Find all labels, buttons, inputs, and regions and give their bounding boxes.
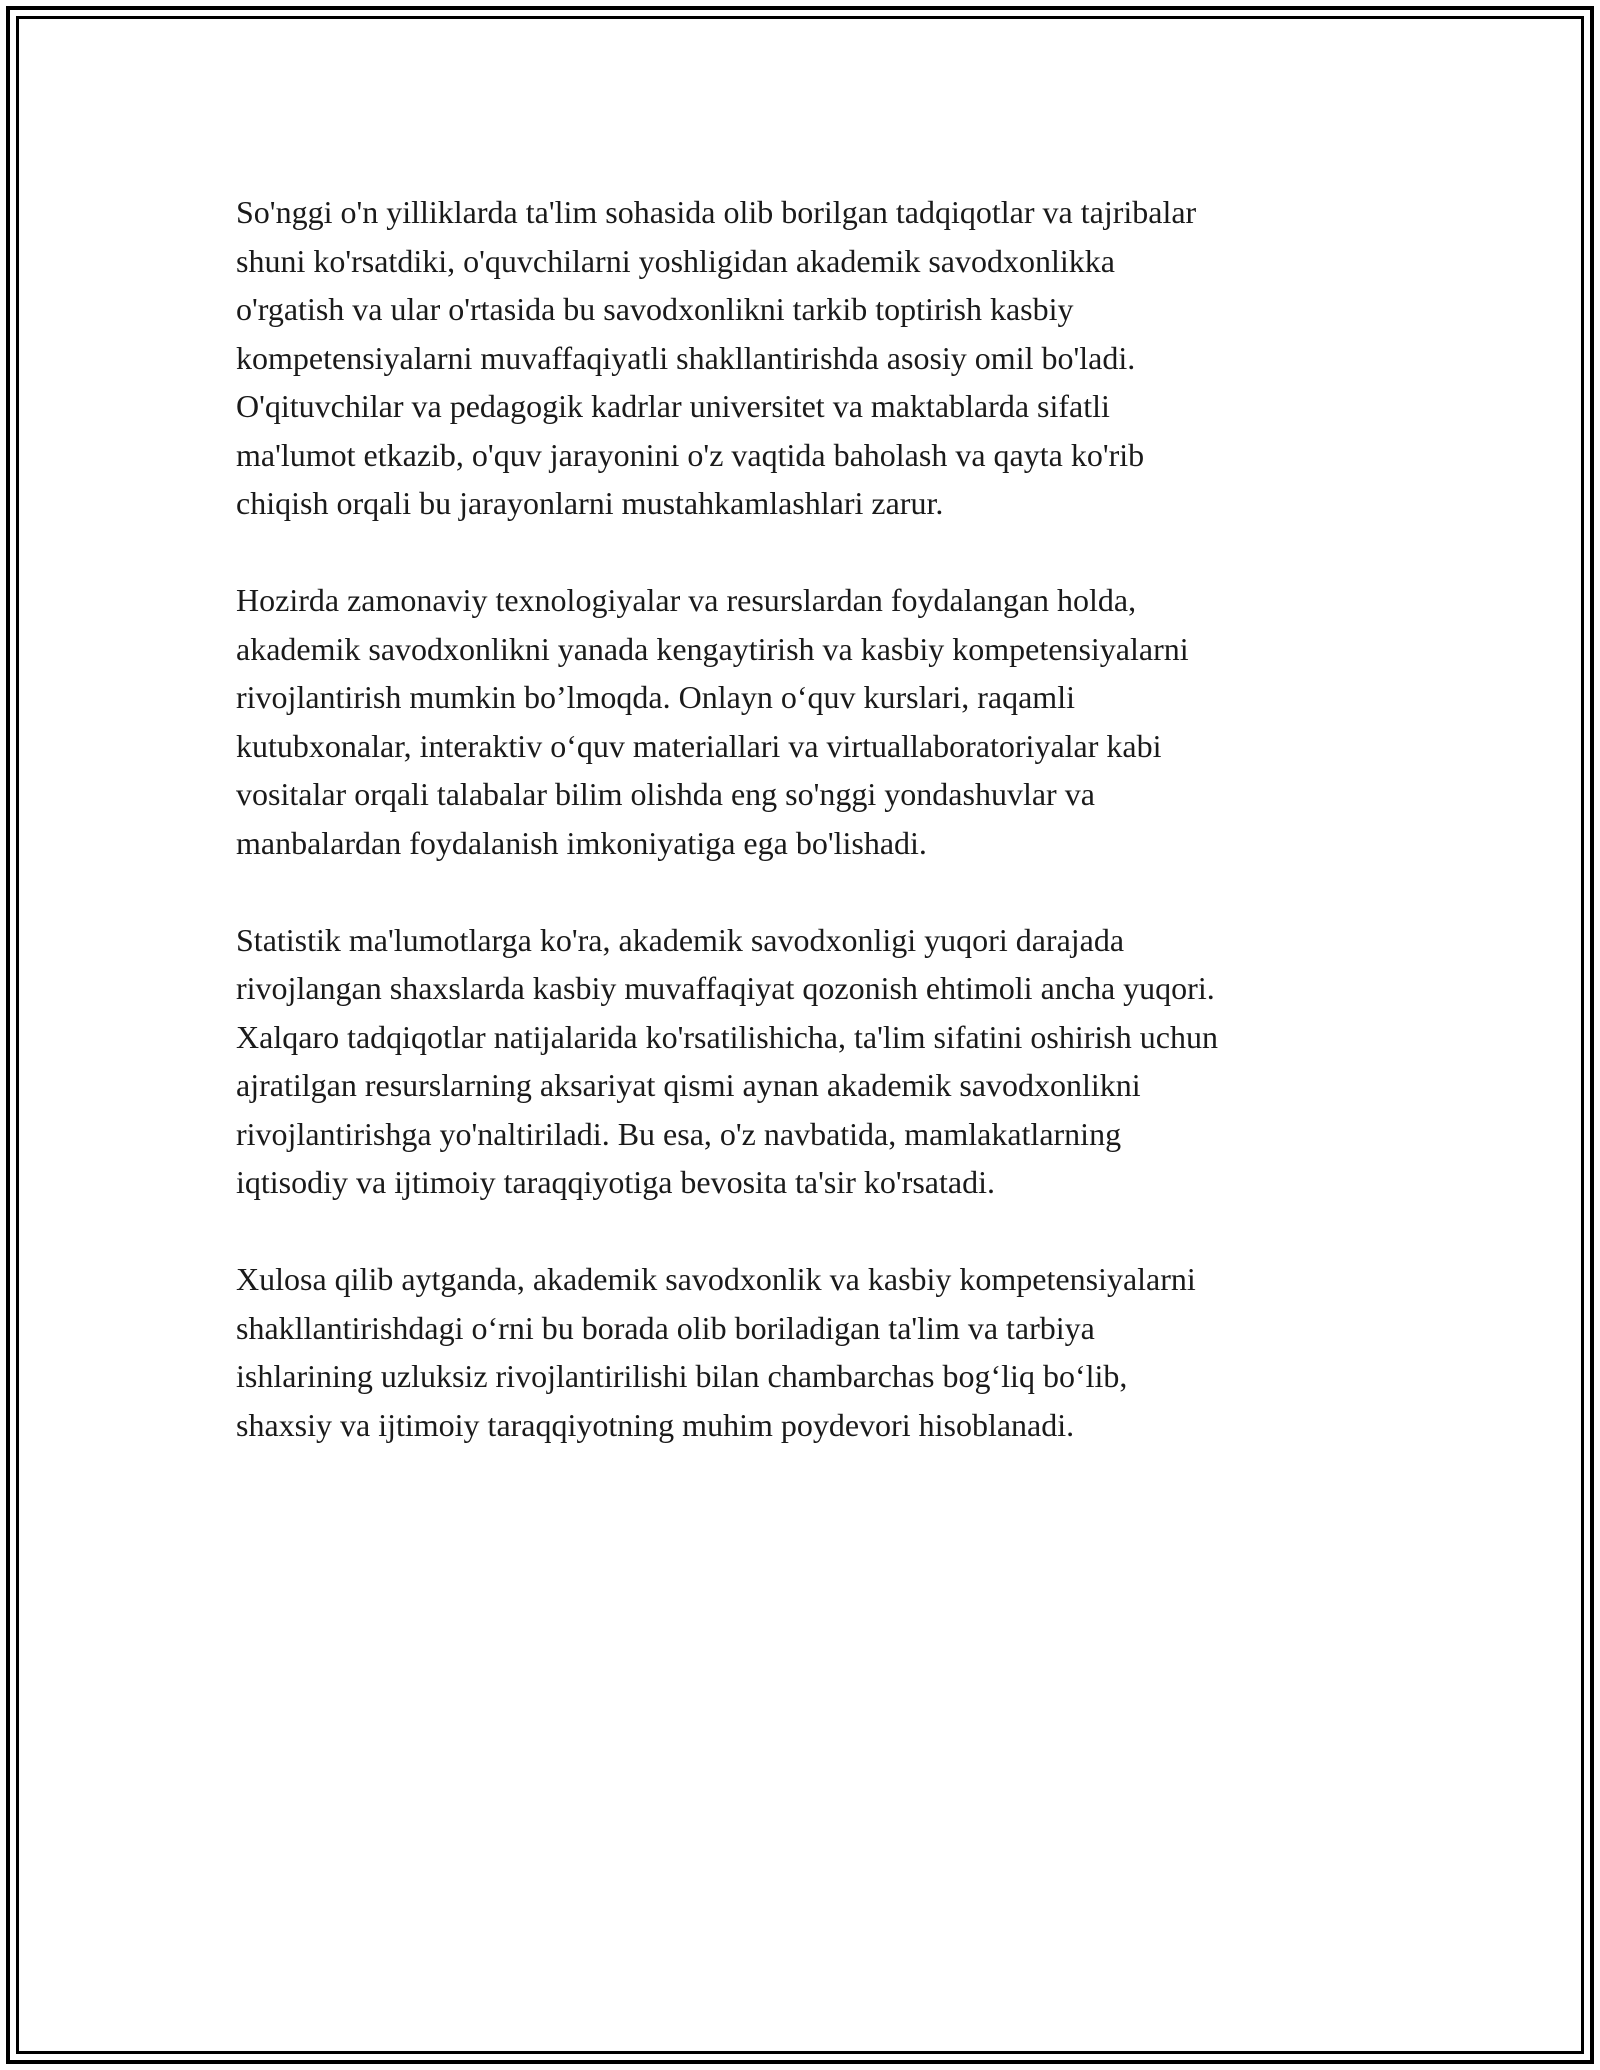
text-line: shakllantirishdagi o‘rni bu borada olib boriladigan ta'lim va tarbiya — [236, 1309, 1095, 1346]
text-line: akademik savodxonlikni yanada kengaytirish va kasbiy kompetensiyalarni — [236, 630, 1189, 667]
text-line: manbalardan foydalanish imkoniyatiga ega bo'lishadi. — [236, 824, 927, 861]
text-line: Xulosa qilib aytganda, akademik savodxonlik va kasbiy kompetensiyalarni — [236, 1261, 1196, 1297]
text-line: rivojlantirish mumkin bo’lmoqda. Onlayn o‘quv kurslari, raqamli — [236, 679, 1075, 715]
document-body — [236, 188, 1376, 1498]
text-line: shaxsiy va ijtimoiy taraqqiyotning muhim poydevori hisoblanadi. — [236, 1406, 1075, 1443]
text-line: kutubxonalar, interaktiv o‘quv materiallari va virtuallaboratoriyalar kabi — [236, 727, 1162, 764]
text-line: ma'lumot etkazib, o'quv jarayonini o'z vaqtida baholash va qayta ko'rib — [236, 436, 1145, 473]
paragraph — [236, 188, 1376, 528]
paragraph — [236, 576, 1376, 867]
text-line: kompetensiyalarni muvaffaqiyatli shakllantirishda asosiy omil bo'ladi. — [236, 339, 1136, 376]
text-line: Xalqaro tadqiqotlar natijalarida ko'rsatilishicha, ta'lim sifatini oshirish uchun — [236, 1018, 1218, 1055]
paragraph — [236, 1255, 1376, 1449]
text-line: O'qituvchilar va pedagogik kadrlar universitet va maktablarda sifatli — [236, 388, 1110, 424]
text-line: rivojlangan shaxslarda kasbiy muvaffaqiyat qozonish ehtimoli ancha yuqori. — [236, 970, 1215, 1006]
text-line: Hozirda zamonaviy texnologiyalar va resurslardan foydalangan holda, — [236, 582, 1137, 618]
text-line: rivojlantirishga yo'naltiriladi. Bu esa, o'z navbatida, mamlakatlarning — [236, 1115, 1122, 1152]
text-line: ajratilgan resurslarning aksariyat qismi aynan akademik savodxonlikni — [236, 1067, 1141, 1103]
text-line: shuni ko'rsatdiki, o'quvchilarni yoshligidan akademik savodxonlikka — [236, 242, 1115, 279]
text-line: vositalar orqali talabalar bilim olishda eng so'nggi yondashuvlar va — [236, 776, 1095, 812]
text-line: Statistik ma'lumotlarga ko'ra, akademik savodxonligi yuqori darajada — [236, 921, 1125, 958]
text-line: ishlarining uzluksiz rivojlantirilishi bilan chambarchas bog‘liq bo‘lib, — [236, 1358, 1128, 1394]
text-line: So'nggi o'n yilliklarda ta'lim sohasida olib borilgan tadqiqotlar va tajribalar — [236, 194, 1197, 230]
text-line: chiqish orqali bu jarayonlarni mustahkamlashlari zarur. — [236, 485, 944, 521]
paragraph — [236, 916, 1376, 1207]
text-line: iqtisodiy va ijtimoiy taraqqiyotiga bevosita ta'sir ko'rsatadi. — [236, 1164, 995, 1200]
text-line: o'rgatish va ular o'rtasida bu savodxonlikni tarkib toptirish kasbiy — [236, 291, 1074, 327]
